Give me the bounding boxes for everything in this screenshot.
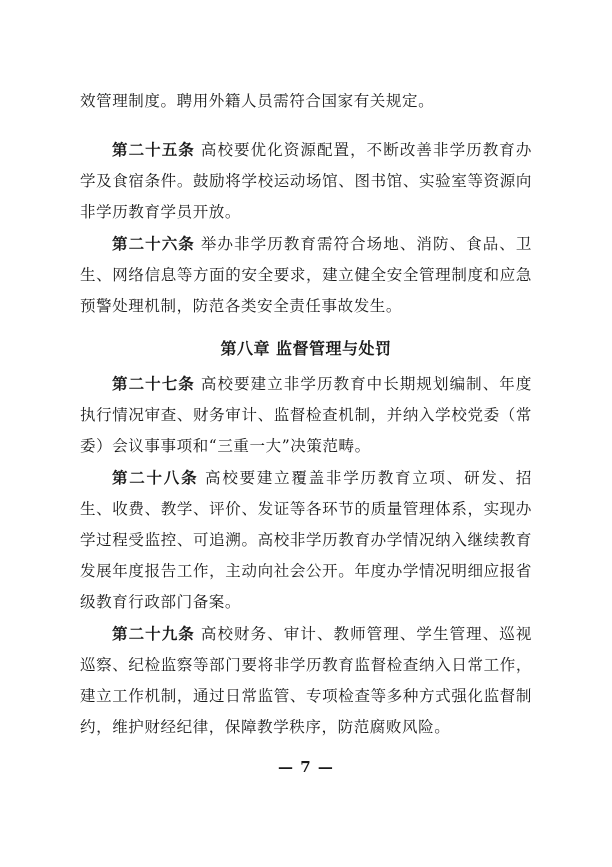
article-29-text: 高校财务、审计、教师管理、学生管理、巡视巡察、纪检监察等部门要将非学历教育监督检查纳入日常工作，建立工作机制，通过日常监管、专项检查等多种方式强化监督制约，维护财经纪律，保障教学秩序，防范腐败风险。 — [80, 625, 532, 736]
article-27-text: 高校要建立非学历教育中长期规划编制、年度执行情况审查、财务审计、监督检查机制，并纳入学校党委（常委）会议事事项和“三重一大”决策范畴。 — [80, 375, 532, 455]
article-26-text: 举办非学历教育需符合场地、消防、食品、卫生、网络信息等方面的安全要求，建立健全安全管理制度和应急预警处理机制，防范各类安全责任事故发生。 — [80, 235, 532, 315]
document-page — [80, 0, 532, 867]
article-25-number: 第二十五条 — [112, 140, 195, 159]
page-number: — 7 — — [278, 758, 334, 776]
article-26-number: 第二十六条 — [112, 234, 195, 253]
chapter-title: 第八章 监督管理与处罚 — [220, 339, 392, 358]
article-29 — [80, 618, 532, 743]
article-28-text: 高校要建立覆盖非学历教育立项、研发、招生、收费、教学、评价、发证等各环节的质量管理体系，实现办学过程受监控、可追溯。高校非学历教育办学情况纳入继续教育发展年度报告工作，主动向社会公开。年度办学情况明细应报省级教育行政部门备案。 — [80, 469, 532, 611]
article-25 — [80, 134, 532, 228]
article-28 — [80, 462, 532, 618]
continuation-paragraph: 效管理制度。聘用外籍人员需符合国家有关规定。 — [80, 92, 435, 110]
article-27 — [80, 368, 532, 462]
article-26 — [80, 228, 532, 322]
article-25-text: 高校要优化资源配置，不断改善非学历教育办学及食宿条件。鼓励将学校运动场馆、图书馆、实验室等资源向非学历教育学员开放。 — [80, 141, 532, 221]
article-29-number: 第二十九条 — [112, 624, 195, 643]
article-27-number: 第二十七条 — [112, 374, 195, 393]
article-28-number: 第二十八条 — [112, 468, 199, 487]
